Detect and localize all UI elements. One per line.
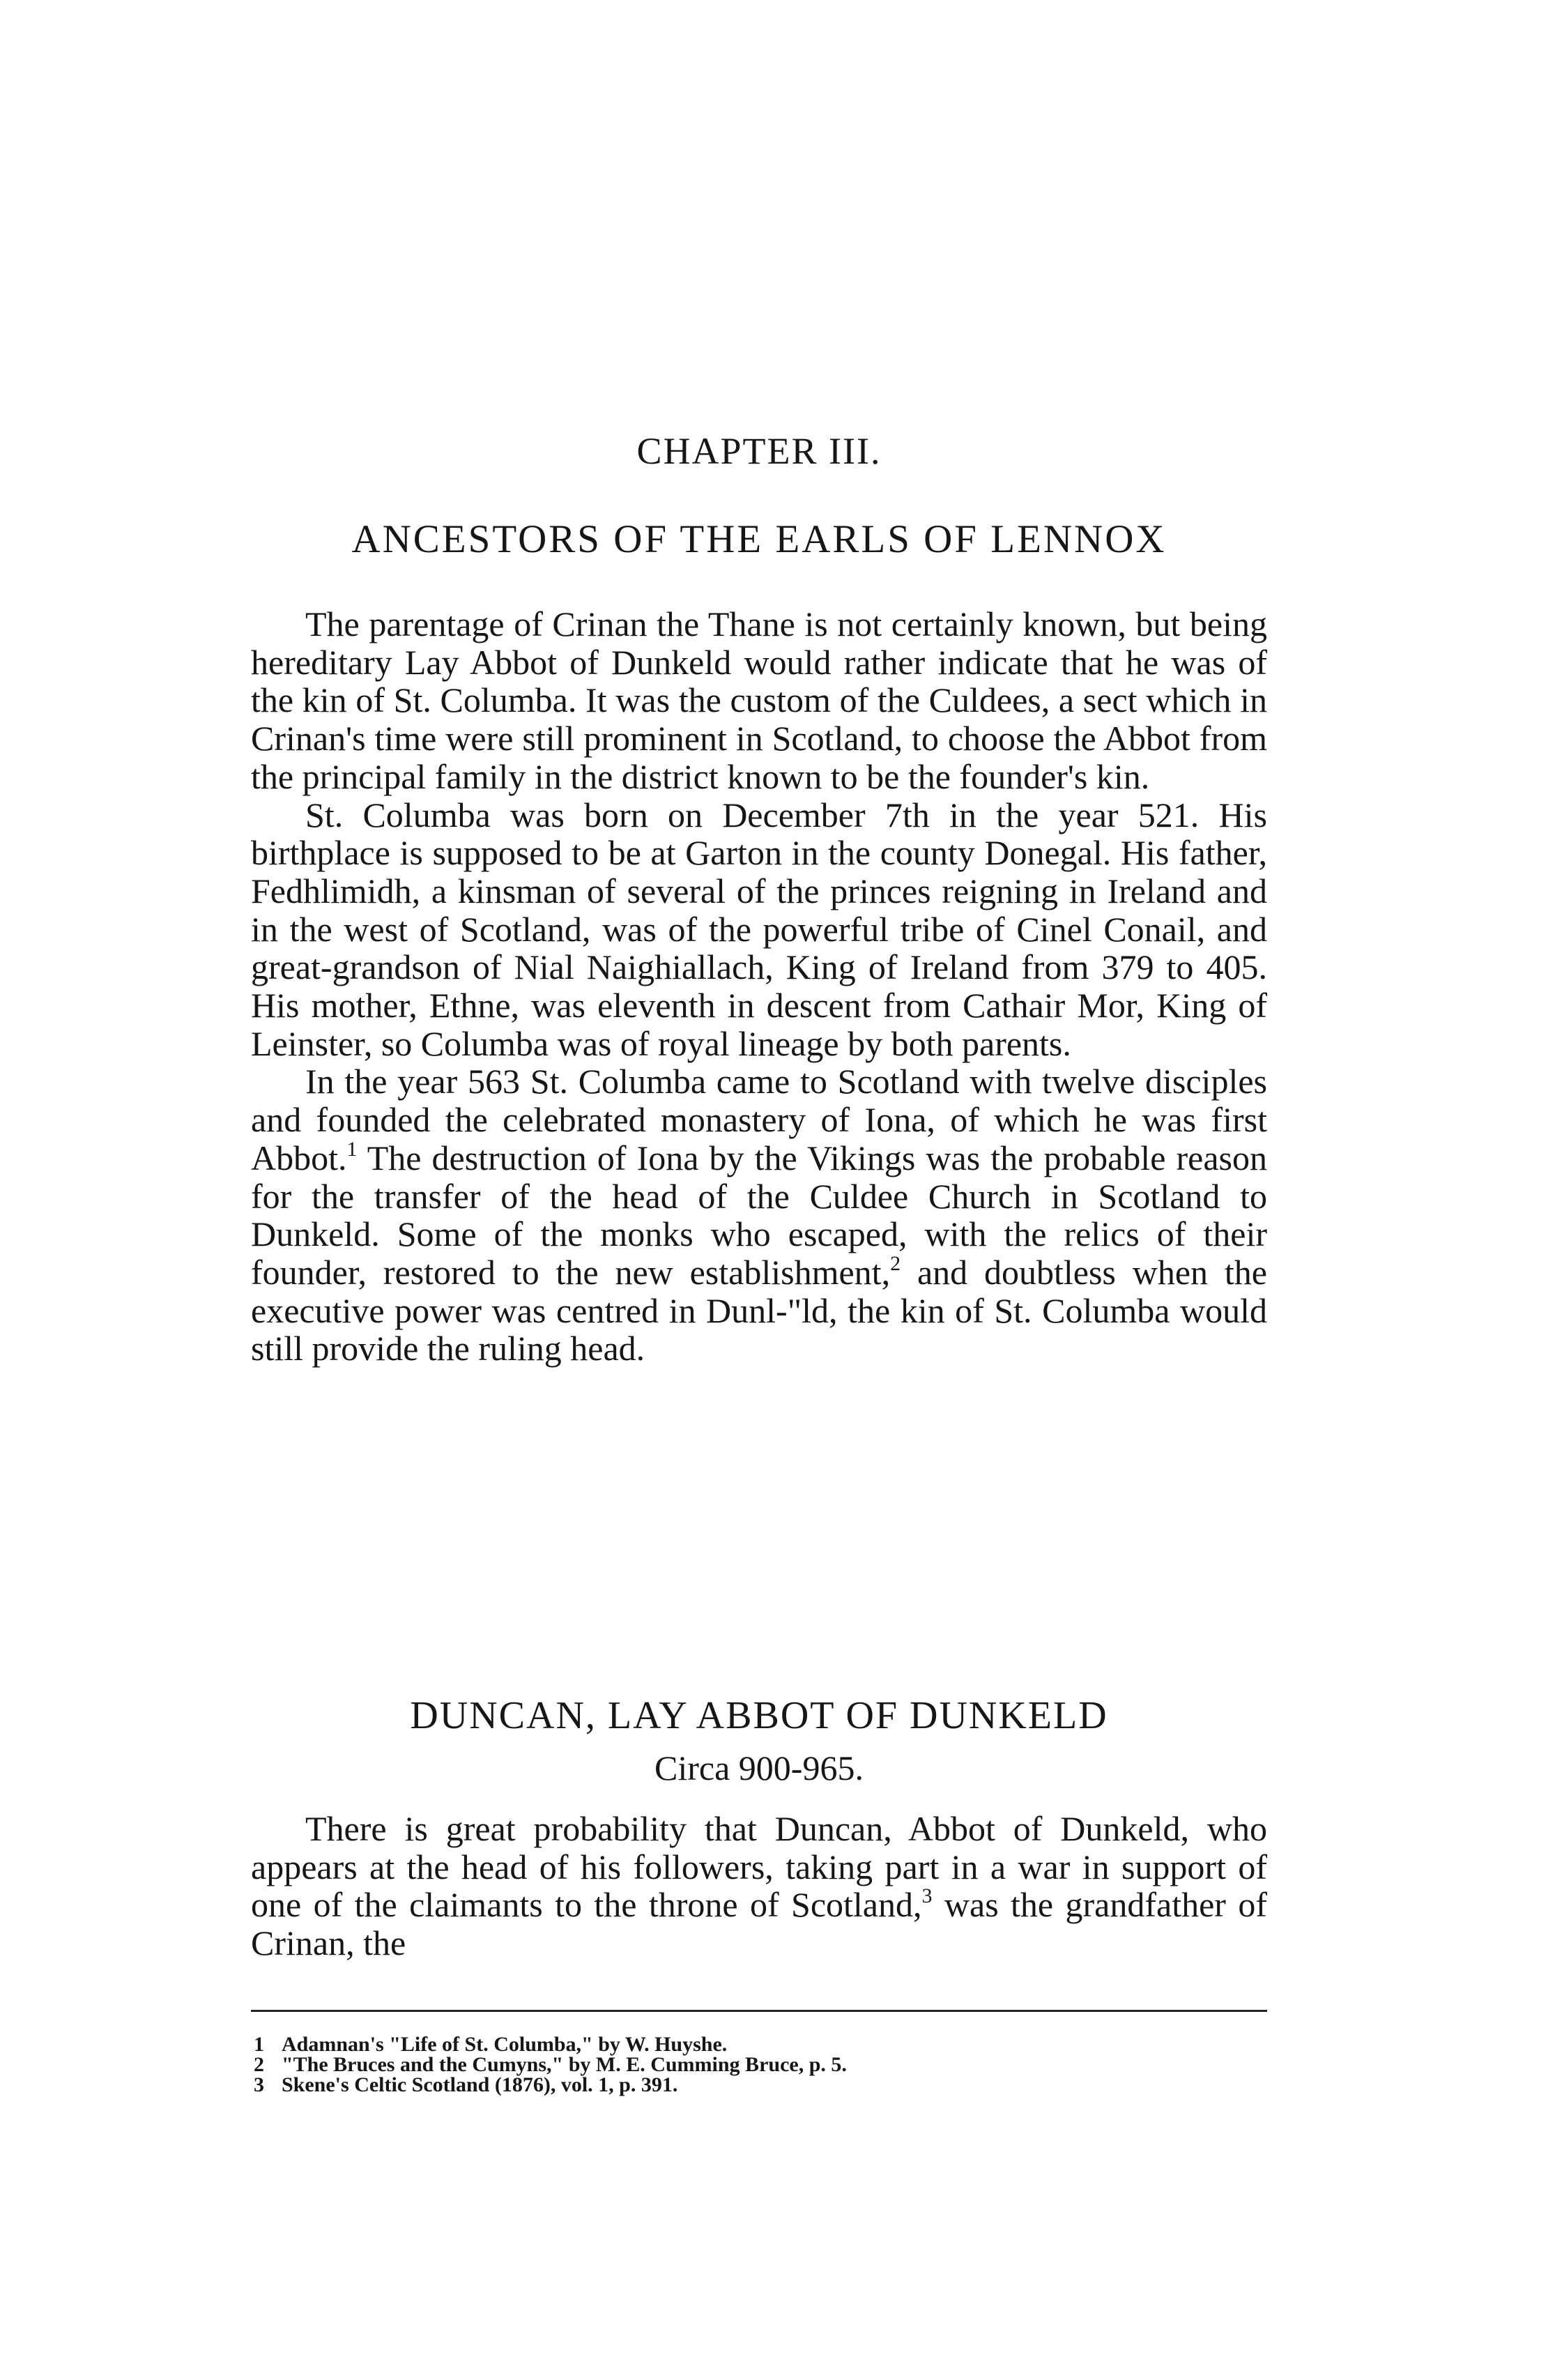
chapter-title: ANCESTORS OF THE EARLS OF LENNOX: [351, 517, 1167, 561]
footnote-text: "The Bruces and the Cumyns," by M. E. Cumming Bruce, p. 5.: [282, 2053, 847, 2076]
paragraph-duncan-text-2: was the grandfather of Crinan, the: [251, 1885, 1267, 1963]
section-heading-duncan: DUNCAN, LAY ABBOT OF DUNKELD: [410, 1694, 1108, 1737]
footnote-ref-2: 2: [890, 1251, 901, 1275]
footnotes: [254, 2034, 1270, 2095]
paragraph-iona-text-1: In the year 563 St. Columba came to Scotland with twelve disciples and founded the celebrated monastery of Iona, of which he was first Abbot.: [251, 1062, 1267, 1177]
section-crinan-body: [251, 605, 1267, 1368]
paragraph-duncan: [251, 1810, 1267, 1962]
paragraph-iona-text-2: The destruction of Iona by the Vikings was the probable reason for the transfer of the head of the Culdee Church in Scotland to Dunkeld. Some of the monks who escaped, with the relics of their founder, restored to the new establishment,: [251, 1138, 1267, 1292]
paragraph-iona-text-3: and doubtless when the executive power was centred in Dunl-"ld, the kin of St. Columba would still provide the ruling head.: [251, 1252, 1267, 1368]
footnote-1: [254, 2034, 1270, 2054]
footnote-2: [254, 2054, 1270, 2075]
paragraph-crinan-parentage: The parentage of Crinan the Thane is not certainly known, but being hereditary Lay Abbot of Dunkeld would rather indicate that he was of the kin of St. Columba. It was the custom of the Culdees, a sect which in Crinan's time were still prominent in Scotland, to choose the Abbot from the principal family in the district known to be the founder's kin.: [251, 604, 1267, 796]
footnote-3: [254, 2075, 1270, 2095]
section-dates: Circa 900-965.: [654, 1748, 864, 1787]
footnote-ref-3: 3: [921, 1884, 933, 1908]
section-duncan-body: [251, 1810, 1267, 1962]
footnote-divider: [251, 2010, 1267, 2012]
footnote-text: Adamnan's "Life of St. Columba," by W. Huyshe.: [282, 2033, 728, 2056]
footnote-number: 2: [254, 2053, 264, 2076]
paragraph-duncan-text-1: There is great probability that Duncan, Abbot of Dunkeld, who appears at the head of his followers, taking part in a war in support of one of the claimants to the throne of Scotland,: [251, 1809, 1267, 1925]
footnote-text: Skene's Celtic Scotland (1876), vol. 1, p. 391.: [282, 2073, 678, 2096]
chapter-number: CHAPTER III.: [636, 430, 882, 472]
paragraph-columba-birth: St. Columba was born on December 7th in the year 521. His birthplace is supposed to be at Garton in the county Donegal. His father, Fedhlimidh, a kinsman of several of the princes reigning in Ireland and in the west of Scotland, was of the powerful tribe of Cinel Conail, and great-grandson of Nial Naighiallach, King of Ireland from 379 to 405. His mother, Ethne, was eleventh in descent from Cathair Mor, King of Leinster, so Columba was of royal lineage by both parents.: [251, 795, 1267, 1063]
footnote-number: 3: [254, 2073, 264, 2096]
footnote-ref-1: 1: [346, 1137, 358, 1161]
paragraph-iona: [251, 1062, 1267, 1368]
footnote-number: 1: [254, 2033, 264, 2056]
